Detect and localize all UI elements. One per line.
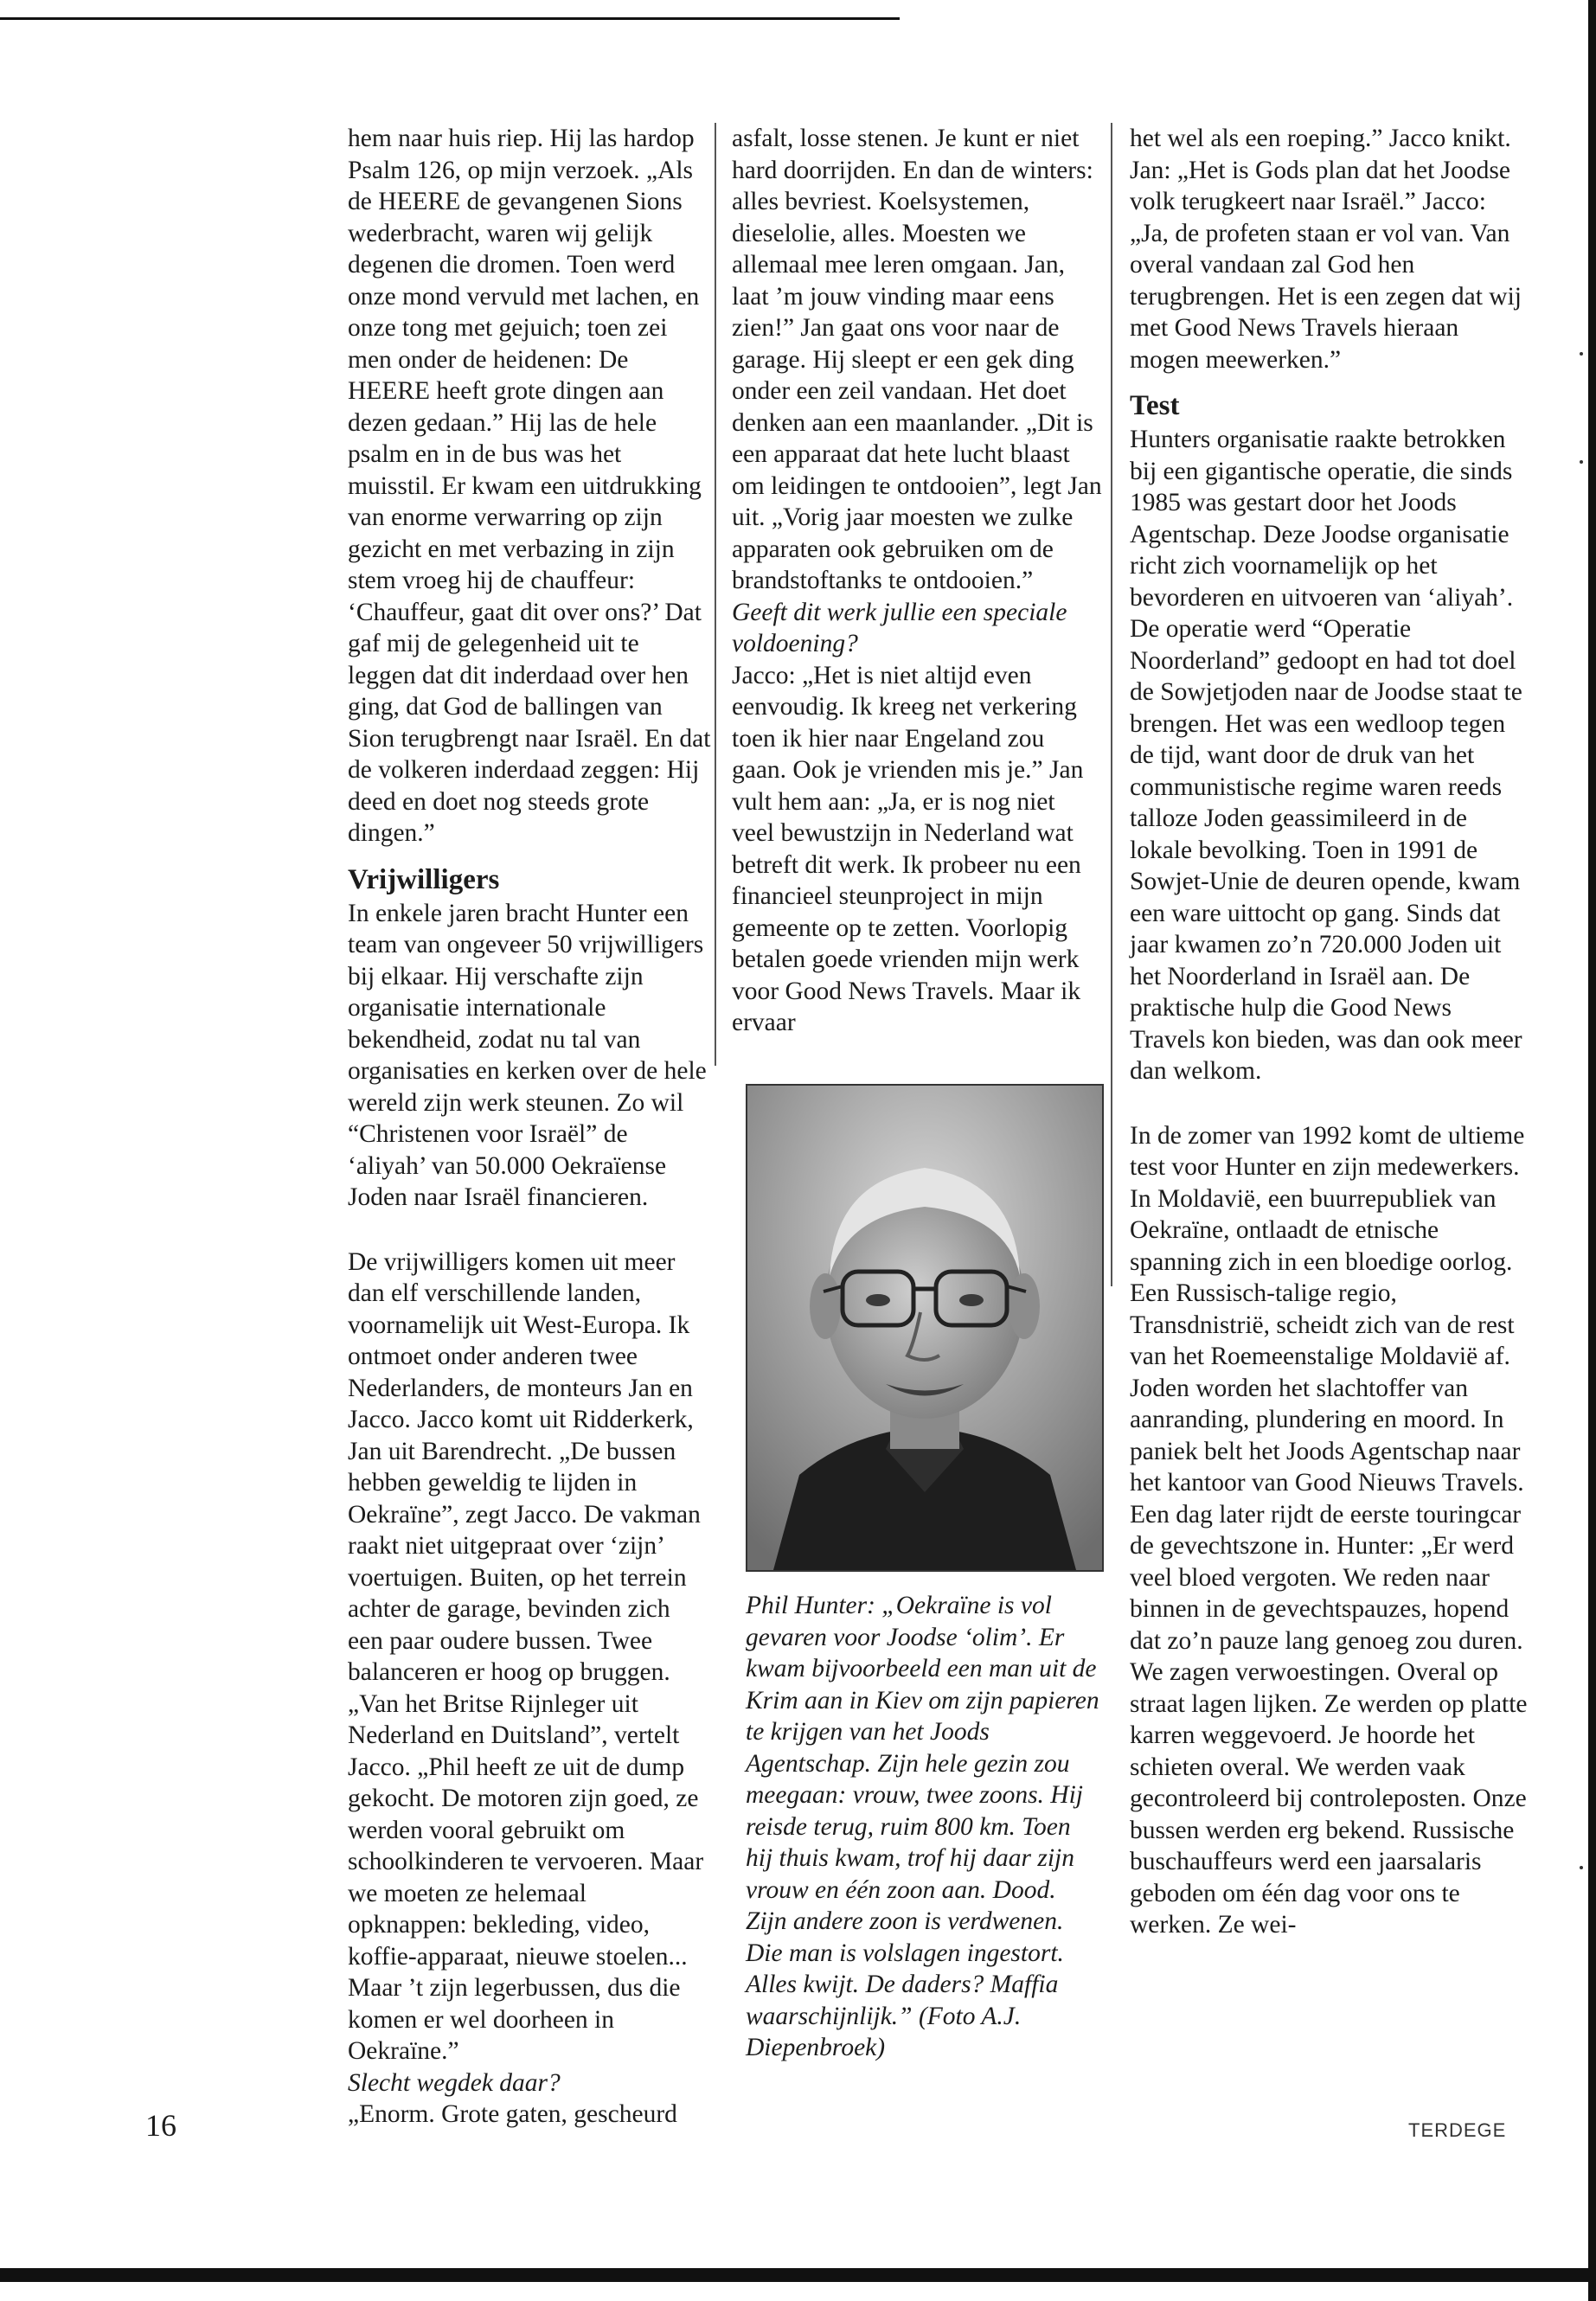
paragraph: hem naar huis riep. Hij las hardop Psalm 126, op mijn verzoek. „Als de HEERE de gevangenen Sions wederbracht, waren wij gelijk degenen die dromen. Toen werd onze mond vervuld met lachen, en onze tong met gejuich; toen zei men onder de heidenen: De HEERE heeft grote dingen aan dezen gedaan.” Hij las de hele psalm en in de bus was het muisstil. Er kwam een uitdrukking van enorme verwarring op zijn gezicht en met verbazing in zijn stem vroeg hij de chauffeur: ‘Chauffeur, gaat dit over ons?’ Dat gaf mij de gelegenheid uit te leggen dat dit inderdaad over hen ging, dat God de ballingen van Sion terugbrengt naar Israël. En dat de volkeren inderdaad zeggen: Hij deed en doet nog steeds grote dingen.”	[348, 125, 711, 847]
paragraph: Hunters organisatie raakte betrokken bij een gigantische operatie, die sinds 1985 was gestart door het Joods Agentschap. Deze Joodse organisatie richt zich voornamelijk op het bevorderen en uitvoeren van ‘aliyah’. De operatie werd “Operatie Noorderland” gedoopt en had tot doel de Sowjetjoden naar de Joodse staat te brengen. Het was een wedloop tegen de tijd, want door de druk van het communistische regime waren reeds talloze Joden geassimileerd in de lokale bevolking. Toen in 1991 de Sowjet-Unie de deuren opende, kwam een ware uittocht op gang. Sinds dat jaar kwamen zo’n 720.000 Joden uit het Noorderland in Israël aan. De praktische hulp die Good News Travels kon bieden, was dan ook meer dan welkom.	[1130, 426, 1522, 1085]
margin-mark	[1580, 1866, 1583, 1869]
column-1	[348, 123, 711, 2131]
photo-phil-hunter	[746, 1084, 1104, 1572]
bottom-rule	[0, 2268, 1596, 2282]
top-rule	[0, 17, 900, 20]
interview-question: Slecht wegdek daar?	[348, 2068, 561, 2097]
section-heading: Test	[1130, 390, 1180, 421]
page-number: 16	[145, 2108, 176, 2143]
paragraph: asfalt, losse stenen. Je kunt er niet hard doorrijden. En dan de winters: alles bevriest. Koelsystemen, dieselolie, alles. Moesten we allemaal mee leren omgaan. Jan, laat ’m jouw vinding maar eens zien!” Jan gaat ons voor naar de garage. Hij sleept er een gek ding onder een zeil vandaan. Het doet denken aan een maanlander. „Dit is een apparaat dat hete lucht blaast om leidingen te ontdooien”, legt Jan uit. „Vorig jaar moesten we zulke apparaten ook gebruiken om de brandstoftanks te ontdooien.”	[732, 125, 1102, 594]
column-3	[1130, 123, 1528, 1941]
margin-mark	[1580, 352, 1583, 356]
photo-caption	[746, 1590, 1100, 2064]
paragraph: Jacco: „Het is niet altijd even eenvoudig. Ik kreeg net verkering toen ik hier naar Engeland zou gaan. Ook je vrienden mis je.” Jan vult hem aan: „Ja, er is nog niet veel bewustzijn in Nederland wat betreft dit werk. Ik probeer nu een financieel steunproject in mijn gemeente op te zetten. Voorlopig betalen goede vrienden mijn werk voor Good News Travels. Maar ik ervaar	[732, 661, 1084, 1036]
column-divider-1	[715, 123, 716, 1066]
paragraph: In de zomer van 1992 komt de ultieme test voor Hunter en zijn medewerkers. In Moldavië, een buurrepubliek van Oekraïne, ontlaadt de etnische spanning zich in een bloedige oorlog. Een Russisch-talige regio, Transdnistrië, scheidt zich van de rest van het Roemeenstalige Moldavië af. Joden worden het slachtoffer van aanranding, plundering en moord. In paniek belt het Joods Agentschap naar het kantoor van Good Nieuws Travels. Een dag later rijdt de eerste touringcar de gevechtszone in. Hunter: „Er werd veel bloed vergoten. We reden naar binnen in de gevechtspauzes, hopend dat zo’n pauze lang genoeg zou duren. We zagen verwoestingen. Overal op straat lagen lijken. Ze werden op platte karren weggevoerd. Je hoorde het schieten overal. We werden vaak gecontroleerd bij controleposten. Onze bussen werden erg bekend. Russische buschauffeurs werd een jaarsalaris geboden om één dag voor ons te werken. Ze wei-	[1130, 1121, 1528, 1939]
column-divider-2	[1111, 123, 1112, 1286]
caption-text: Phil Hunter: „Oekraïne is vol gevaren voor Joodse ‘olim’. Er kwam bijvoorbeeld een man uit de Krim aan in Kiev om zijn papieren te krijgen van het Joods Agentschap. Zijn hele gezin zou meegaan: vrouw, twee zoons. Hij reisde terug, ruim 800 km. Toen hij thuis kwam, trof hij daar zijn vrouw en één zoon aan. Dood. Zijn andere zoon is verdwenen. Die man is volslagen ingestort. Alles kwijt. De daders? Maffia waarschijnlijk.” (Foto A.J. Diepenbroek)	[746, 1592, 1099, 2061]
magazine-name: TERDEGE	[1408, 2119, 1507, 2141]
right-edge-bar	[1588, 0, 1596, 2301]
paragraph: „Enorm. Grote gaten, gescheurd	[348, 2100, 677, 2128]
paragraph: In enkele jaren bracht Hunter een team van ongeveer 50 vrijwilligers bij elkaar. Hij verschafte zijn organisatie internationale bekendheid, zodat nu tal van organisaties en kerken over de hele wereld zijn werk steunen. Zo wil “Christenen voor Israël” de ‘aliyah’ van 50.000 Oekraïense Joden naar Israël financieren.	[348, 899, 707, 1211]
interview-question: Geeft dit werk jullie een speciale voldoening?	[732, 598, 1067, 657]
portrait-illustration	[747, 1086, 1102, 1570]
section-heading: Vrijwilligers	[348, 863, 500, 895]
paragraph: het wel als een roeping.” Jacco knikt. Jan: „Het is Gods plan dat het Joodse volk terugkeert naar Israël.” Jacco: „Ja, de profeten staan er vol van. Van overal vandaan zal God hen terugbrengen. Het is een zegen dat wij met Good News Travels hieraan mogen meewerken.”	[1130, 125, 1522, 374]
column-2	[732, 123, 1104, 1039]
margin-mark	[1580, 460, 1583, 464]
paragraph: De vrijwilligers komen uit meer dan elf verschillende landen, voornamelijk uit West-Europa. Ik ontmoet onder anderen twee Nederlanders, de monteurs Jan en Jacco. Jacco komt uit Ridderkerk, Jan uit Barendrecht. „De bussen hebben geweldig te lijden in Oekraïne”, zegt Jacco. De vakman raakt niet uitgepraat over ‘zijn’ voertuigen. Buiten, op het terrein achter de garage, bevinden zich een paar oudere bussen. Twee balanceren er hoog op bruggen. „Van het Britse Rijnleger uit Nederland en Duitsland”, vertelt Jacco. „Phil heeft ze uit de dump gekocht. De motoren zijn goed, ze werden vooral gebruikt om schoolkinderen te vervoeren. Maar we moeten ze helemaal opknappen: bekleding, video, koffie-apparaat, nieuwe stoelen... Maar ’t zijn legerbussen, dus die komen er wel doorheen in Oekraïne.”	[348, 1247, 704, 2065]
